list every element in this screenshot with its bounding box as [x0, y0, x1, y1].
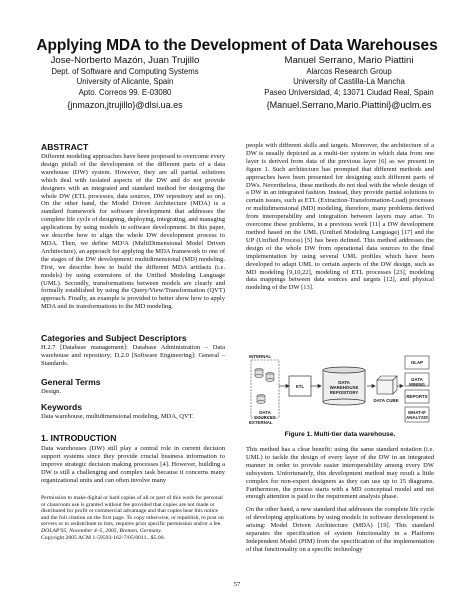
author-department: Dept. of Software and Computing Systems	[51, 66, 199, 76]
permission-notice	[41, 495, 225, 541]
page-number: 57	[233, 581, 241, 588]
data-cube-icon	[377, 376, 397, 394]
general-terms-heading: General Terms	[41, 377, 101, 387]
data-cube-label: DATA CUBE	[373, 398, 399, 403]
internal-label: INTERNAL	[249, 354, 272, 359]
author-address: Paseo Universidad, 4; 13071 Ciudad Real, Spain	[264, 87, 434, 97]
copyright-info: Copyright 2005 ACM 1-59593-162-7/05/0011...$5.00.	[41, 534, 165, 541]
dw-repository-label: DATA WAREHOUSE REPOSITORY	[329, 380, 359, 395]
author-names: Manuel Serrano, Mario Piattini	[284, 55, 414, 66]
external-label: EXTERNAL	[249, 420, 273, 425]
author-names: Jose-Norberto Mazón, Juan Trujillo	[50, 55, 200, 66]
reports-label: REPORTS	[406, 394, 428, 399]
author-department: Alarcos Research Group	[306, 66, 392, 76]
body-text-top: people with different skills and targets. Moreover, the architecture of a DW is usually depicted as a multi-tier system in which data from one layer is derived from data of the previous layer [6] as we present in figure 1. Such architecture has prompted that different methods and approaches have been presented for designing such different parts of DWs. Nevertheless, these methods do not deal with the whole design of a DW in an integrated fashion. Instead, they provide partial solutions to certain issues, such as ETL (Extraction-Transformation-Load) processes or multidimensional (MD) modeling, therefore, many problems derived from interoperability and integration between layers may arise. To overcome these problems, in a previous work [11] a DW development method based on the UML (Unified Modeling Language) [17] and the UP (Unified Process) [5] has been defined. This method addresses the design of the whole DW from operational data sources to the final implementation by using several UML profiles which have been developed to adapt UML to certain aspects of the DW design, such as MD modeling [9,10,22], modeling of ETL processes [23], modeling data mappings between data sources and targets [12], and physical modeling of the DW [13].	[246, 142, 434, 292]
categories-heading: Categories and Subject Descriptors	[41, 333, 187, 343]
conference-info: DOLAP'05, November 4–5, 2005, Bremen, Germany.	[41, 527, 163, 534]
figure-multitier	[249, 354, 431, 426]
olap-label: OLAP	[410, 360, 424, 365]
author-institution: University of Alicante, Spain	[76, 77, 174, 87]
introduction-text: Data warehouses (DW) still play a central role in current decision support systems since they provide crucial business information to improve strategic decision making processes [4]. However, building a DW is still a challenging and complex task because it concerns many organizational units and can often involve many	[41, 445, 225, 484]
author-email: {jnmazon,jtrujillo}@dlsi.ua.es	[67, 100, 183, 111]
etl-label: ETL	[295, 384, 305, 389]
data-sources-label: DATA SOURCES	[254, 410, 276, 420]
paragraph: On the other hand, a new standard that addresses the complete life cycle of developing applications by using models in software development is arising: Model Driven Architecture (MDA) [19]. This standard separates the specification of system functionality in a Platform Independent Model (PIM) from the specification of the implementation of that functionality on a specific technology	[246, 506, 434, 553]
author-institution: University of Castilla-La Mancha	[293, 77, 405, 87]
abstract-heading: ABSTRACT	[41, 142, 89, 152]
body-text-bottom	[246, 446, 434, 554]
author-block-left	[20, 56, 230, 111]
abstract-text: Different modeling approaches have been proposed to overcome every design pitfall of the development of the different parts of a data warehouse (DW) system. However, they are all partial solutions which deal with isolated aspects of the DW and do not provide designers with an integrated and standard method for designing the whole DW (ETL processes, data sources, DW repository and so on). On the other hand, the Model Driven Architecture (MDA) is a standard framework for software development that addresses the complete life cycle of designing, deploying, integrating, and managing applications by using models in software development. In this paper, we describe how to align the whole DW development process to MDA. Then, we define MD²A (MultiDimensional Model Driven Architecture), an approach for applying the MDA framework to one of the stages of the DW development: multidimensional (MD) modeling. First, we describe how to build the different MDA artifacts (i.e. models) by using extensions of the Unified Modeling Language (UML). Secondly, transformations between models are clearly and formally established by using the Query/View/Transformation (QVT) approach. Finally, an example is provided to better show how to apply MDA and its transformations to the MD modeling.	[41, 153, 225, 311]
paragraph: This method has a clear benefit: using the same standard notation (i.e. UML) to tackle the design of every layer of the DW in an integrated manner in order to provide easier interoperability among every DW subsystem. Unfortunately, this development method may result a little complex for non-expert designers as they can use up to 15 diagrams. Furthermore, the process starts with a MD conceptual model and not enough attention is paid to the requirement analysis phase.	[246, 446, 434, 501]
keywords-heading: Keywords	[41, 402, 83, 412]
author-email: {Manuel.Serrano,Mario.Piattini}@uclm.es	[266, 100, 432, 111]
categories-text: H.2.7 [Database management]: Database Administration – Data warehouse and repository; D.2.0 [Software Engineering]: General – Standards.	[41, 344, 225, 367]
author-address: Apto. Correos 99. E-03080	[78, 87, 172, 97]
keywords-text: Data warehouse, multidimensional modeling, MDA, QVT.	[41, 413, 194, 420]
general-terms-text: Design.	[41, 388, 62, 395]
permission-text: Permission to make digital or hard copies of all or part of this work for personal or classroom use is granted without fee provided that copies are not made or distributed for profit or commercial advantage and that copies bear this notice and the full citation on the first page. To copy otherwise, or republish, to post on servers or to redistribute to lists, requires prior specific permission and/or a fee.	[41, 495, 224, 528]
author-block-right	[244, 56, 454, 111]
introduction-heading: 1. INTRODUCTION	[41, 433, 117, 443]
data-mining-label: DATA MINING	[409, 377, 425, 387]
figure-caption: Figure 1. Multi-tier data warehouse.	[284, 431, 396, 438]
paper-title: Applying MDA to the Development of Data Warehouses	[36, 37, 438, 54]
what-if-label: WHAT-IF ANALYSIS	[406, 410, 428, 420]
database-icons	[255, 369, 274, 404]
